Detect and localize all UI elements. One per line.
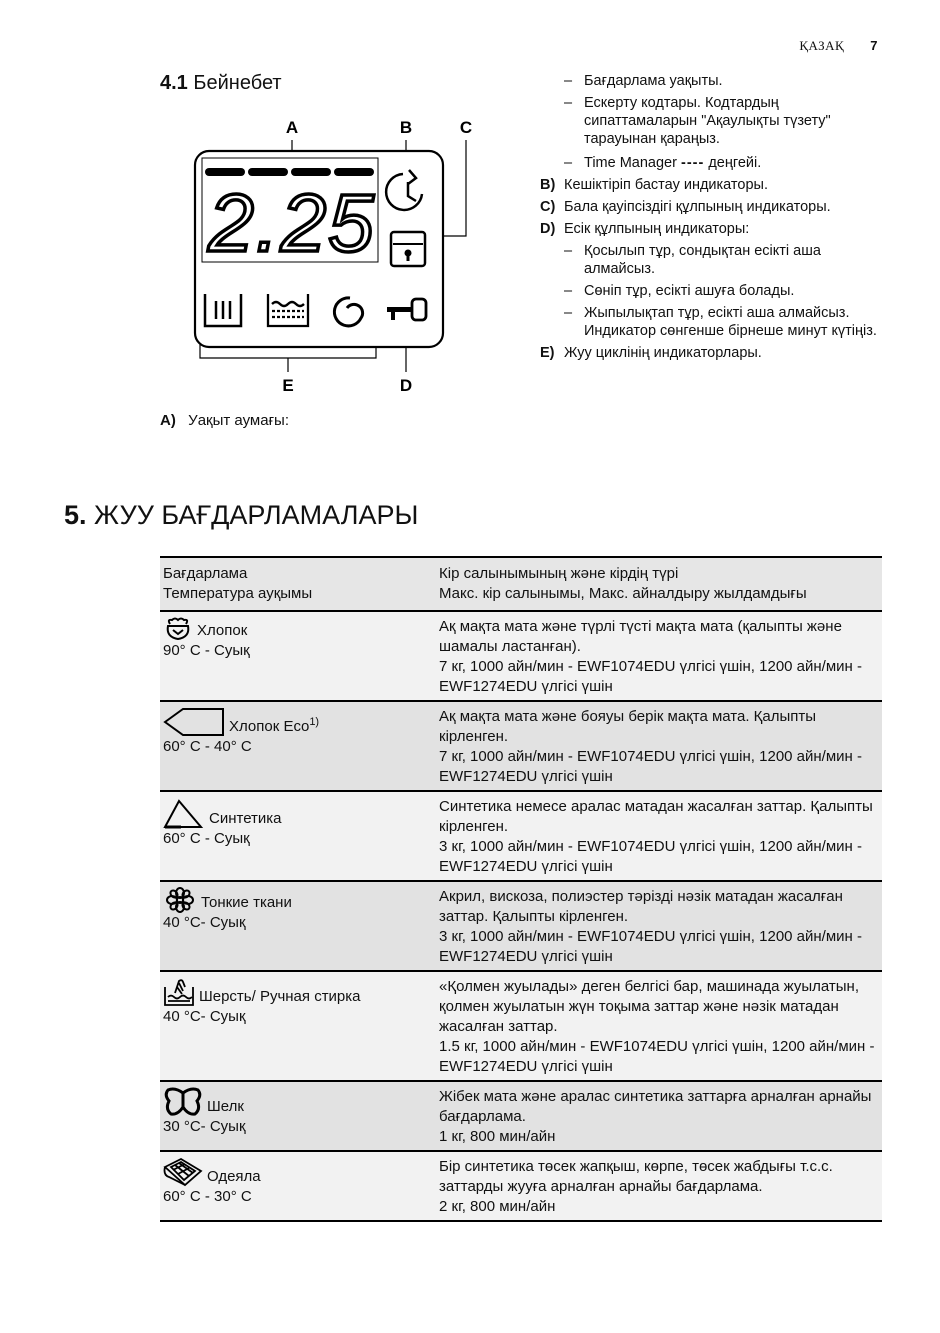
section-title: Бейнебет: [193, 72, 282, 94]
programme-temp: 40 °C- Суық: [163, 914, 246, 931]
table-row: [160, 881, 882, 971]
list-item-text: Жыпылықтап тұр, есікті аша алмайсыз. Индикатор сөнгенше бірнеше минут күтіңіз.: [584, 305, 877, 339]
callout-e: E: [282, 376, 294, 395]
programme-description: Ақ мақта мата және бояуы берік мақта мата. Қалыпты кірленген.: [439, 708, 817, 745]
list-item: – Жыпылықтап тұр, есікті аша алмайсыз. Индикатор сөнгенше бірнеше минут күтіңіз.: [540, 304, 880, 340]
table-row: [160, 791, 882, 881]
list-item-text: Бағдарлама уақыты.: [584, 73, 723, 89]
programme-temp: 60° C - 40° C: [163, 738, 252, 755]
programme-load: 7 кг, 1000 айн/мин - EWF1074EDU үлгісі үшін, 1200 айн/мин - EWF1274EDU үлгісі үшін: [439, 658, 862, 695]
header-programme: Бағдарлама Температура ауқымы: [160, 557, 435, 611]
list-item: – Бағдарлама уақыты.: [540, 72, 880, 90]
duvet-icon: [163, 1157, 203, 1187]
programme-description: Бір синтетика төсек жапқыш, көрпе, төсек жабдығы т.с.с. заттарды жууға арналған арнайы бағдарлама.: [439, 1158, 833, 1195]
time-manager-dash-symbol: ----: [680, 155, 705, 171]
callout-a: A: [285, 118, 299, 137]
section-title: ЖУУ БАҒДАРЛАМАЛАРЫ: [94, 500, 419, 530]
page-number: 7: [870, 38, 878, 53]
legend-item-c: C) Бала қауіпсіздігі құлпының индикаторы.: [540, 199, 831, 215]
programme-load: 3 кг, 1000 айн/мин - EWF1074EDU үлгісі үшін, 1200 айн/мин - EWF1274EDU үлгісі үшін: [439, 928, 862, 965]
list-item: – Time Manager ---- деңгейі.: [540, 154, 880, 172]
programme-temp: 30 °C- Суық: [163, 1118, 246, 1135]
page-header: [799, 38, 878, 54]
programme-name: Тонкие ткани: [201, 894, 292, 911]
programme-name: Одеяла: [207, 1168, 261, 1185]
section-number: 4.1: [160, 72, 188, 94]
programme-description: «Қолмен жуылады» деген белгісі бар, машинада жуылатын, қолмен жуылатын жүн тоқыма заттар және нәзік матадан жасалған заттар.: [439, 978, 859, 1035]
programme-load: 1.5 кг, 1000 айн/мин - EWF1074EDU үлгісі үшін, 1200 айн/мин - EWF1274EDU үлгісі үшін: [439, 1038, 875, 1075]
programmes-table: [160, 556, 882, 1222]
programme-temp: 40 °C- Суық: [163, 1008, 246, 1025]
time-area-note: [160, 412, 289, 429]
callout-b: B: [399, 118, 413, 137]
callout-c: C: [459, 118, 473, 137]
list-item-text: Ескерту кодтары. Кодтардың сипаттамаларын "Ақаулықты түзету" тарауынан қараңыз.: [584, 95, 831, 147]
note-letter: A): [160, 412, 176, 429]
programme-load: 2 кг, 800 мин/айн: [439, 1198, 556, 1215]
silk-icon: [163, 1087, 203, 1117]
language-label: ҚАЗАҚ: [799, 38, 845, 53]
legend-item-e: E) Жуу циклінің индикаторлары.: [540, 345, 762, 361]
programme-name: Синтетика: [209, 810, 282, 827]
display-diagram: [160, 108, 520, 404]
table-row: [160, 611, 882, 701]
indicator-legend: [540, 72, 880, 366]
section-5-heading: [64, 500, 418, 531]
section-4-1-heading: [160, 72, 282, 95]
time-display: 2.25: [208, 178, 376, 269]
table-row: [160, 1151, 882, 1221]
programme-load: 3 кг, 1000 айн/мин - EWF1074EDU үлгісі үшін, 1200 айн/мин - EWF1274EDU үлгісі үшін: [439, 838, 862, 875]
legend-item-b: B) Кешіктіріп бастау индикаторы.: [540, 177, 768, 193]
programme-description: Акрил, вискоза, полиэстер тәрізді нәзік матадан жасалған заттар. Қалыпты кірленген.: [439, 888, 843, 925]
programme-load: 7 кг, 1000 айн/мин - EWF1074EDU үлгісі үшін, 1200 айн/мин - EWF1274EDU үлгісі үшін: [439, 748, 862, 785]
list-item: – Қосылып тұр, сондықтан есікті аша алмайсыз.: [540, 242, 880, 278]
section-number: 5.: [64, 500, 87, 530]
programme-load: 1 кг, 800 мин/айн: [439, 1128, 556, 1145]
programme-description: Жібек мата және аралас синтетика заттарға арналған арнайы бағдарлама.: [439, 1088, 872, 1125]
programme-temp: 90° C - Суық: [163, 642, 250, 659]
header-load: Кір салынымының және кірдің түрі Макс. кір салынымы, Макс. айналдыру жылдамдығы: [435, 557, 882, 611]
legend-item-d: D) Есік құлпының индикаторы:: [540, 221, 750, 237]
programme-temp: 60° C - 30° C: [163, 1188, 252, 1205]
table-row: [160, 701, 882, 791]
programme-name: Хлопок Eco$^{1)}$: [229, 716, 320, 735]
list-item-text: Сөніп тұр, есікті ашуға болады.: [584, 283, 795, 299]
table-row: [160, 1081, 882, 1151]
programme-temp: 60° C - Суық: [163, 830, 250, 847]
table-header-row: [160, 557, 882, 611]
wool-icon: [163, 977, 195, 1007]
callout-d: D: [399, 376, 413, 395]
time-manager-level: Time Manager ---- деңгейі.: [584, 155, 762, 171]
list-item: – Сөніп тұр, есікті ашуға болады.: [540, 282, 880, 300]
table-row: [160, 971, 882, 1081]
synthetics-icon: [163, 797, 205, 829]
delicates-icon: [163, 887, 197, 913]
list-item-text: Қосылып тұр, сондықтан есікті аша алмайсыз.: [584, 243, 821, 277]
note-text: Уақыт аумағы:: [188, 412, 290, 429]
programme-description: Синтетика немесе аралас матадан жасалған заттар. Қалыпты кірленген.: [439, 798, 873, 835]
programme-name: Шелк: [207, 1098, 244, 1115]
programme-name: Хлопок: [197, 622, 248, 639]
programme-description: Ақ мақта мата және түрлі түсті мақта мата (қалыпты және шамалы ластанған).: [439, 618, 842, 655]
footnote-marker: 1): [309, 716, 320, 728]
programme-name: Шерсть/ Ручная стирка: [199, 988, 361, 1005]
cotton-icon: [163, 617, 193, 641]
list-item: – Ескерту кодтары. Кодтардың сипаттамаларын "Ақаулықты түзету" тарауынан қараңыз.: [540, 94, 880, 148]
cotton-eco-icon: [163, 707, 225, 737]
